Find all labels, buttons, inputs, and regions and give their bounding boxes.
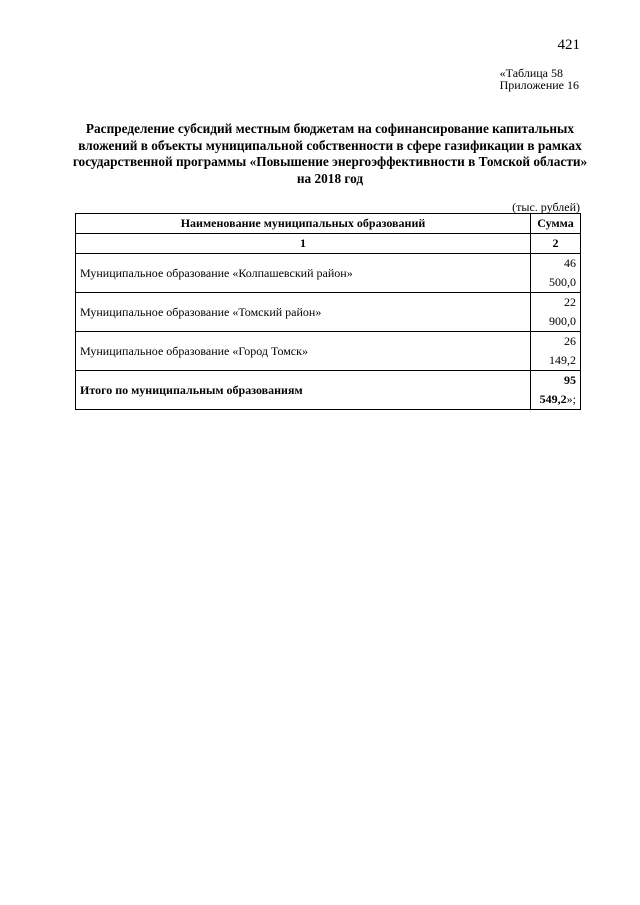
document-title: Распределение субсидий местным бюджетам на софинансирование капитальных вложений в объекты муниципальной собственности в сфере газификации в рамках государственной программы «Повышение энергоэффективности в Томской области» на 2018 год xyxy=(72,121,588,186)
header-amount: Сумма xyxy=(531,214,581,234)
table-header-row xyxy=(76,214,581,234)
table-row xyxy=(76,293,581,332)
appendix-reference: Приложение 16 xyxy=(499,78,579,92)
total-amount: 95 549,2 xyxy=(539,373,576,406)
subsidy-amount: 22 900,0 xyxy=(531,293,581,332)
page-number: 421 xyxy=(557,37,580,53)
table-row xyxy=(76,254,581,293)
total-row xyxy=(76,371,581,410)
total-amount-cell xyxy=(531,371,581,410)
total-label: Итого по муниципальным образованиям xyxy=(76,371,531,410)
subsidy-amount: 26 149,2 xyxy=(531,332,581,371)
closing-quote: »; xyxy=(566,392,576,406)
subsidy-table xyxy=(75,213,581,410)
municipality-name: Муниципальное образование «Томский район» xyxy=(76,293,531,332)
column-index-2: 2 xyxy=(531,234,581,254)
subsidy-amount: 46 500,0 xyxy=(531,254,581,293)
table-row xyxy=(76,332,581,371)
municipality-name: Муниципальное образование «Колпашевский район» xyxy=(76,254,531,293)
municipality-name: Муниципальное образование «Город Томск» xyxy=(76,332,531,371)
header-name: Наименование муниципальных образований xyxy=(76,214,531,234)
column-index-row xyxy=(76,234,581,254)
column-index-1: 1 xyxy=(76,234,531,254)
units-note: (тыс. рублей) xyxy=(512,200,580,214)
table-reference: «Таблица 58 xyxy=(499,66,563,80)
